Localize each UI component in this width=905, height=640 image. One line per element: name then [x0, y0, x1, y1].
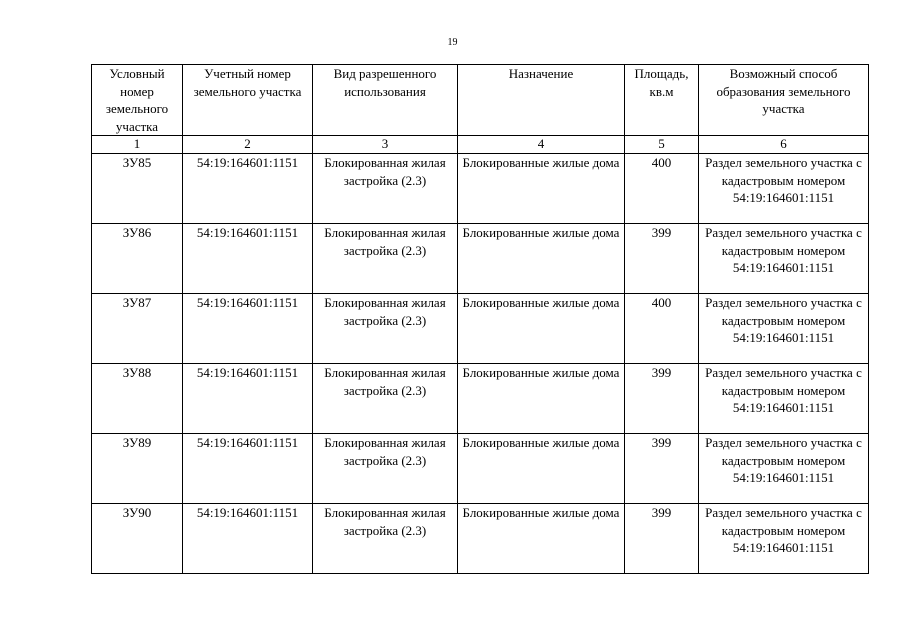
column-number: 4 [458, 136, 625, 154]
column-number: 3 [313, 136, 458, 154]
registration-number-cell: 54:19:164601:1151 [183, 504, 313, 574]
table-row [92, 294, 869, 364]
column-number: 2 [183, 136, 313, 154]
formation-method-cell: Раздел земельного участка с кадастровым номером 54:19:164601:1151 [699, 364, 869, 434]
registration-number-cell: 54:19:164601:1151 [183, 224, 313, 294]
formation-method-cell: Раздел земельного участка с кадастровым номером 54:19:164601:1151 [699, 504, 869, 574]
parcel-number-cell: ЗУ90 [92, 504, 183, 574]
permitted-use-cell: Блокированная жилая застройка (2.3) [313, 364, 458, 434]
table-row [92, 224, 869, 294]
permitted-use-cell: Блокированная жилая застройка (2.3) [313, 294, 458, 364]
column-number-row [92, 136, 869, 154]
purpose-cell: Блокированные жилые дома [458, 364, 625, 434]
formation-method-cell: Раздел земельного участка с кадастровым номером 54:19:164601:1151 [699, 154, 869, 224]
table-row [92, 154, 869, 224]
table-row [92, 364, 869, 434]
header-parcel-number: Условный номер земельного участка [92, 65, 183, 136]
area-cell: 399 [625, 364, 699, 434]
purpose-cell: Блокированные жилые дома [458, 504, 625, 574]
header-purpose: Назначение [458, 65, 625, 136]
table-row [92, 434, 869, 504]
purpose-cell: Блокированные жилые дома [458, 224, 625, 294]
formation-method-cell: Раздел земельного участка с кадастровым номером 54:19:164601:1151 [699, 434, 869, 504]
area-cell: 400 [625, 294, 699, 364]
registration-number-cell: 54:19:164601:1151 [183, 434, 313, 504]
page-number: 19 [447, 37, 458, 48]
table-header-row [92, 65, 869, 136]
parcel-number-cell: ЗУ89 [92, 434, 183, 504]
parcel-number-cell: ЗУ87 [92, 294, 183, 364]
permitted-use-cell: Блокированная жилая застройка (2.3) [313, 224, 458, 294]
column-number: 1 [92, 136, 183, 154]
purpose-cell: Блокированные жилые дома [458, 154, 625, 224]
area-cell: 400 [625, 154, 699, 224]
header-permitted-use: Вид разрешенного использования [313, 65, 458, 136]
parcel-number-cell: ЗУ85 [92, 154, 183, 224]
formation-method-cell: Раздел земельного участка с кадастровым номером 54:19:164601:1151 [699, 294, 869, 364]
purpose-cell: Блокированные жилые дома [458, 294, 625, 364]
header-registration-number: Учетный номер земельного участка [183, 65, 313, 136]
header-area: Площадь, кв.м [625, 65, 699, 136]
formation-method-cell: Раздел земельного участка с кадастровым номером 54:19:164601:1151 [699, 224, 869, 294]
header-formation-method: Возможный способ образования земельного участка [699, 65, 869, 136]
registration-number-cell: 54:19:164601:1151 [183, 154, 313, 224]
table-row [92, 504, 869, 574]
permitted-use-cell: Блокированная жилая застройка (2.3) [313, 154, 458, 224]
land-parcels-table [91, 64, 869, 574]
registration-number-cell: 54:19:164601:1151 [183, 364, 313, 434]
column-number: 5 [625, 136, 699, 154]
permitted-use-cell: Блокированная жилая застройка (2.3) [313, 504, 458, 574]
registration-number-cell: 54:19:164601:1151 [183, 294, 313, 364]
column-number: 6 [699, 136, 869, 154]
area-cell: 399 [625, 224, 699, 294]
parcel-number-cell: ЗУ86 [92, 224, 183, 294]
area-cell: 399 [625, 434, 699, 504]
parcel-number-cell: ЗУ88 [92, 364, 183, 434]
permitted-use-cell: Блокированная жилая застройка (2.3) [313, 434, 458, 504]
area-cell: 399 [625, 504, 699, 574]
purpose-cell: Блокированные жилые дома [458, 434, 625, 504]
